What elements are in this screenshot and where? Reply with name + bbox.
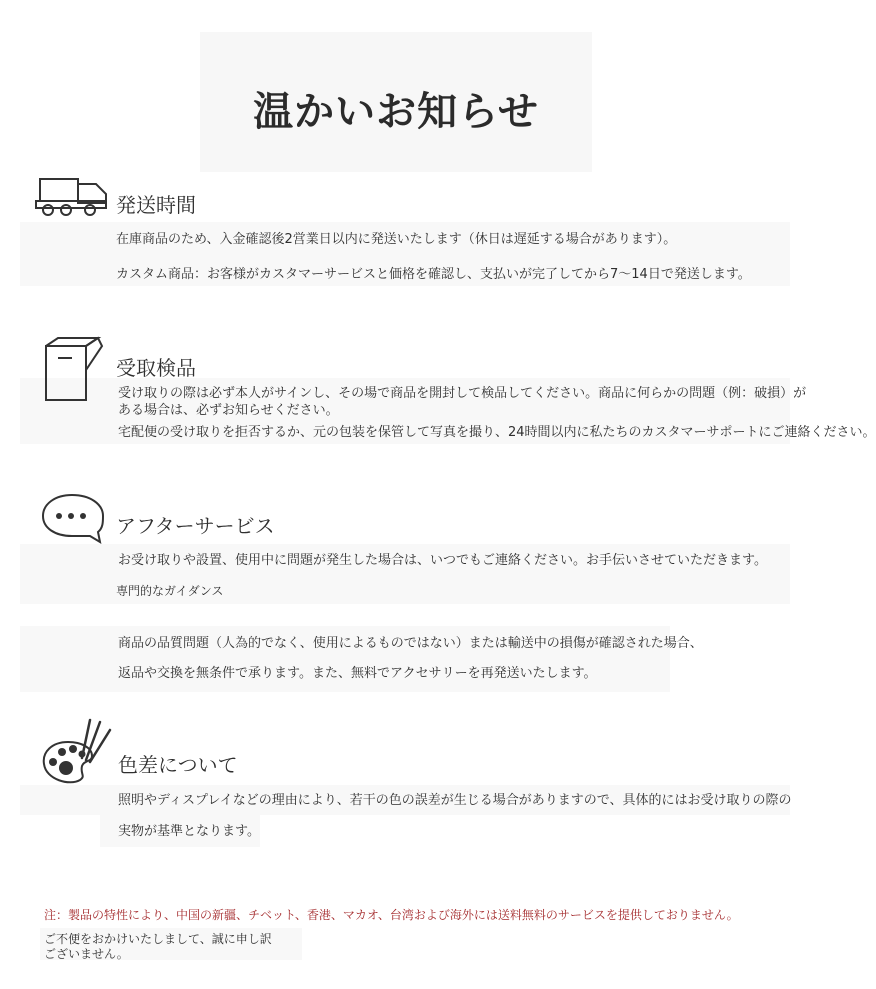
apology-note: ご不便をおかけいたしまして、誠に申し訳ございません。 bbox=[44, 932, 272, 961]
palette-icon bbox=[40, 716, 116, 786]
after-service-line-4: 返品や交換を無条件で承ります。また、無料でアクセサリーを再発送いたします。 bbox=[118, 666, 597, 681]
inspection-line-1: 受け取りの際は必ず本人がサインし、その場で商品を開封して検品してください。商品に何らかの問題（例：破損）が bbox=[118, 386, 807, 401]
section-heading-inspection: 受取検品 bbox=[116, 356, 196, 380]
color-line-1: 照明やディスプレイなどの理由により、若干の色の誤差が生じる場合がありますので、具体的にはお受け取りの際の bbox=[118, 793, 792, 808]
after-service-line-3: 商品の品質問題（人為的でなく、使用によるものではない）または輸送中の損傷が確認された場合、 bbox=[118, 636, 703, 651]
page-title: 温かいお知らせ bbox=[253, 89, 539, 135]
inspection-line-3: 宅配便の受け取りを拒否するか、元の包装を保管して写真を撮り、24時間以内に私たちのカスタマーサポートにご連絡ください。 bbox=[118, 425, 876, 440]
after-service-line-1: お受け取りや設置、使用中に問題が発生した場合は、いつでもご連絡ください。お手伝いさせていただきます。 bbox=[118, 553, 767, 568]
color-line-2: 実物が基準となります。 bbox=[118, 824, 260, 839]
after-service-line-2: 専門的なガイダンス bbox=[116, 584, 224, 598]
shipping-line-1: 在庫商品のため、入金確認後2営業日以内に発送いたします（休日は遅延する場合があります）。 bbox=[116, 232, 677, 247]
speech-bubble-icon bbox=[40, 492, 106, 544]
truck-icon bbox=[34, 174, 110, 220]
shipping-line-2: カスタム商品：お客様がカスタマーサービスと価格を確認し、支払いが完了してから7〜14日で発送します。 bbox=[116, 267, 751, 282]
section-heading-color: 色差について bbox=[118, 753, 238, 777]
inspection-line-2: ある場合は、必ずお知らせください。 bbox=[118, 403, 339, 418]
section-heading-shipping: 発送時間 bbox=[116, 193, 196, 217]
section-heading-after-service: アフターサービス bbox=[116, 514, 275, 538]
box-icon bbox=[40, 336, 110, 406]
shipping-restriction-note: 注：製品の特性により、中国の新疆、チベット、香港、マカオ、台湾および海外には送料無料のサービスを提供しておりません。 bbox=[44, 908, 739, 922]
